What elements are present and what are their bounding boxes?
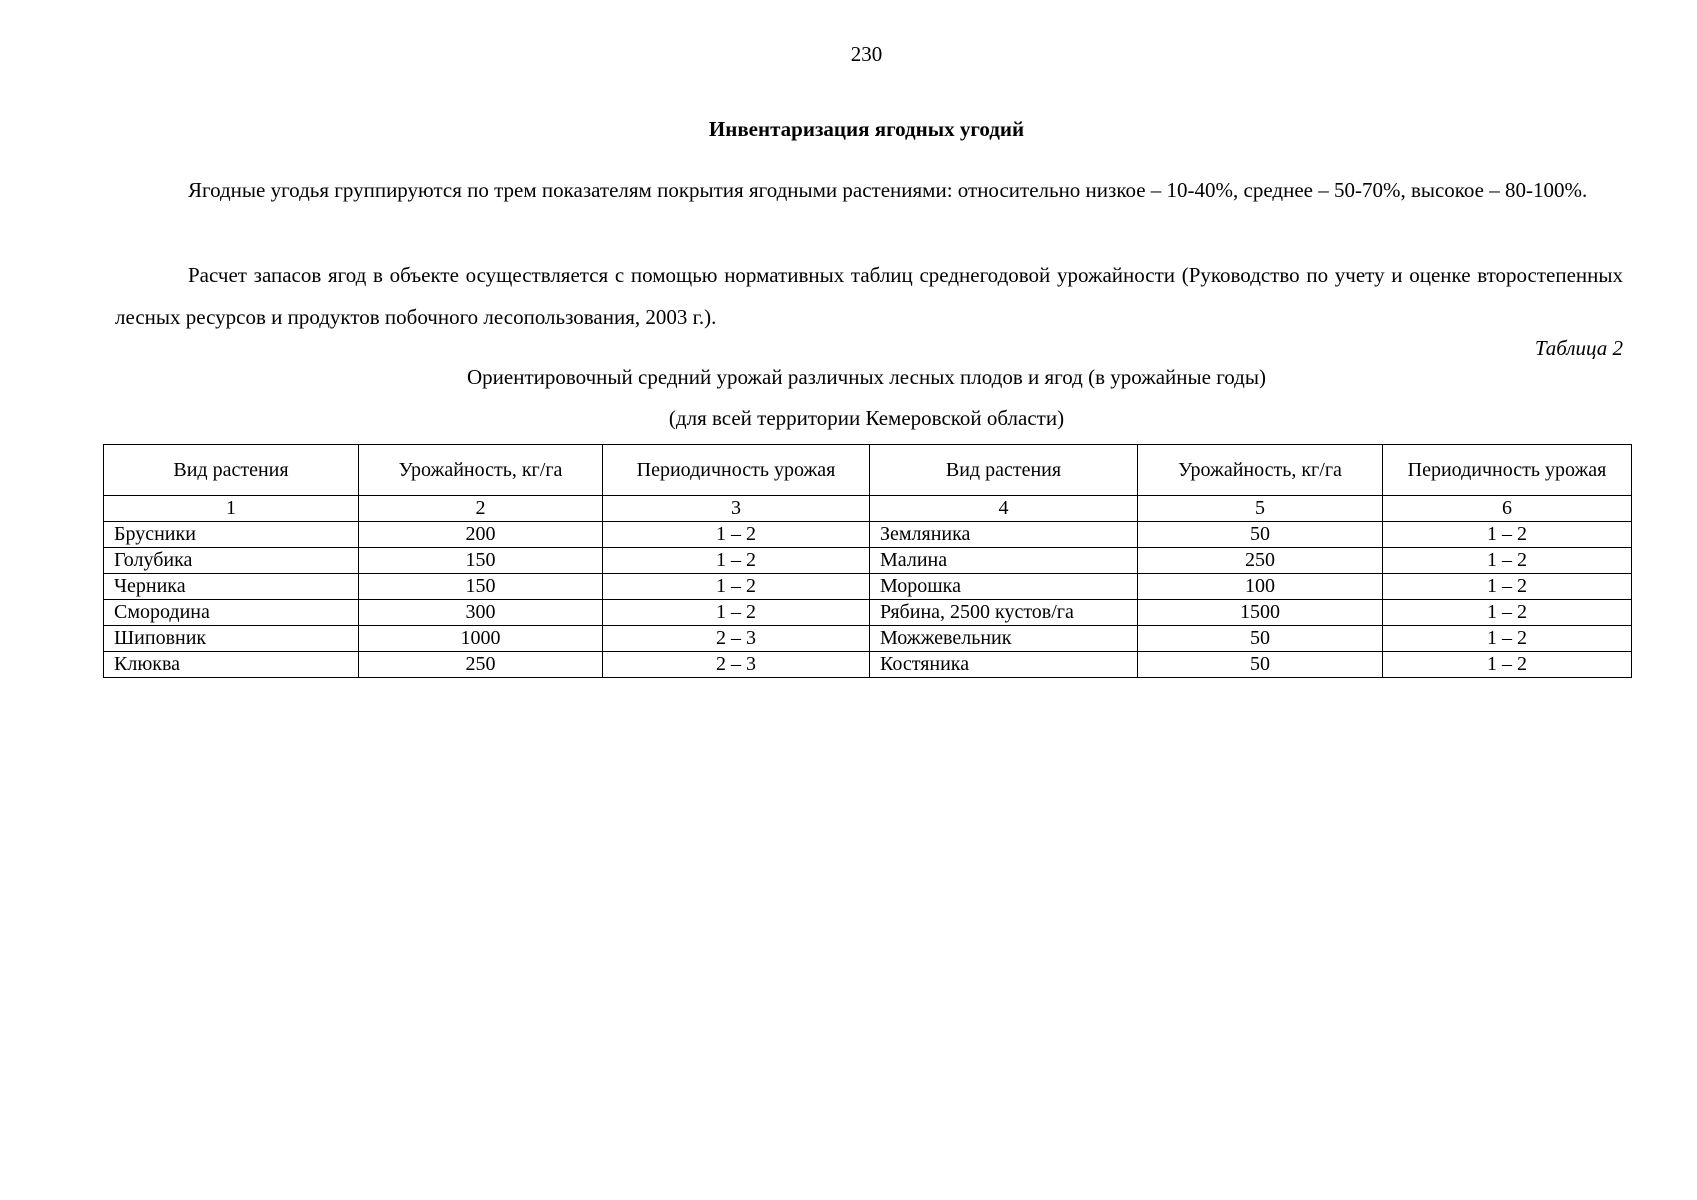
yield-value: 250 — [359, 652, 603, 678]
yield-value: 50 — [1138, 652, 1383, 678]
periodicity-value: 1 – 2 — [1383, 574, 1632, 600]
periodicity-value: 1 – 2 — [603, 574, 870, 600]
yield-value: 100 — [1138, 574, 1383, 600]
column-header: Вид растения — [870, 445, 1138, 496]
yield-value: 1500 — [1138, 600, 1383, 626]
yield-value: 250 — [1138, 548, 1383, 574]
column-header: Периодичность урожая — [603, 445, 870, 496]
column-number: 6 — [1383, 496, 1632, 522]
plant-name: Шиповник — [104, 626, 359, 652]
plant-name: Можжевельник — [870, 626, 1138, 652]
column-header: Урожайность, кг/га — [1138, 445, 1383, 496]
table-row — [104, 574, 1632, 600]
yield-value: 1000 — [359, 626, 603, 652]
plant-name: Рябина, 2500 кустов/га — [870, 600, 1138, 626]
periodicity-value: 1 – 2 — [603, 548, 870, 574]
table-label: Таблица 2 — [1534, 336, 1623, 360]
yield-value: 300 — [359, 600, 603, 626]
column-header: Вид растения — [104, 445, 359, 496]
column-header: Периодичность урожая — [1383, 445, 1632, 496]
column-header: Урожайность, кг/га — [359, 445, 603, 496]
column-number: 4 — [870, 496, 1138, 522]
plant-name: Морошка — [870, 574, 1138, 600]
plant-name: Земляника — [870, 522, 1138, 548]
table-row — [104, 600, 1632, 626]
column-number: 2 — [359, 496, 603, 522]
periodicity-value: 1 – 2 — [1383, 548, 1632, 574]
plant-name: Брусники — [104, 522, 359, 548]
column-number: 3 — [603, 496, 870, 522]
plant-name: Клюква — [104, 652, 359, 678]
column-number: 1 — [104, 496, 359, 522]
paragraph: Расчет запасов ягод в объекте осуществляется с помощью нормативных таблиц среднегодовой урожайности (Руководство по учету и оценке второстепенных лесных ресурсов и продуктов побочного лесопользования, 2003 г.). — [115, 263, 1623, 329]
plant-name: Голубика — [104, 548, 359, 574]
periodicity-value: 1 – 2 — [1383, 652, 1632, 678]
table-row — [104, 652, 1632, 678]
section-title: Инвентаризация ягодных угодий — [708, 117, 1025, 141]
table-header-row — [104, 445, 1632, 496]
yield-value: 150 — [359, 548, 603, 574]
yield-table — [103, 444, 1632, 678]
table-caption: Ориентировочный средний урожай различных лесных плодов и ягод (в урожайные годы) — [467, 365, 1266, 389]
yield-value: 50 — [1138, 626, 1383, 652]
periodicity-value: 1 – 2 — [1383, 626, 1632, 652]
periodicity-value: 1 – 2 — [1383, 600, 1632, 626]
periodicity-value: 2 – 3 — [603, 626, 870, 652]
column-number-row — [104, 496, 1632, 522]
paragraph: Ягодные угодья группируются по трем показателям покрытия ягодными растениями: относительно низкое – 10-40%, среднее – 50-70%, высокое – 80-100%. — [188, 178, 1588, 202]
periodicity-value: 1 – 2 — [1383, 522, 1632, 548]
yield-value: 50 — [1138, 522, 1383, 548]
periodicity-value: 2 – 3 — [603, 652, 870, 678]
yield-value: 150 — [359, 574, 603, 600]
plant-name: Малина — [870, 548, 1138, 574]
table-row — [104, 626, 1632, 652]
yield-value: 200 — [359, 522, 603, 548]
table-row — [104, 522, 1632, 548]
plant-name: Черника — [104, 574, 359, 600]
periodicity-value: 1 – 2 — [603, 600, 870, 626]
table-row — [104, 548, 1632, 574]
table-caption-subtitle: (для всей территории Кемеровской области) — [668, 406, 1065, 430]
periodicity-value: 1 – 2 — [603, 522, 870, 548]
page-number: 230 — [850, 42, 883, 66]
plant-name: Смородина — [104, 600, 359, 626]
plant-name: Костяника — [870, 652, 1138, 678]
column-number: 5 — [1138, 496, 1383, 522]
